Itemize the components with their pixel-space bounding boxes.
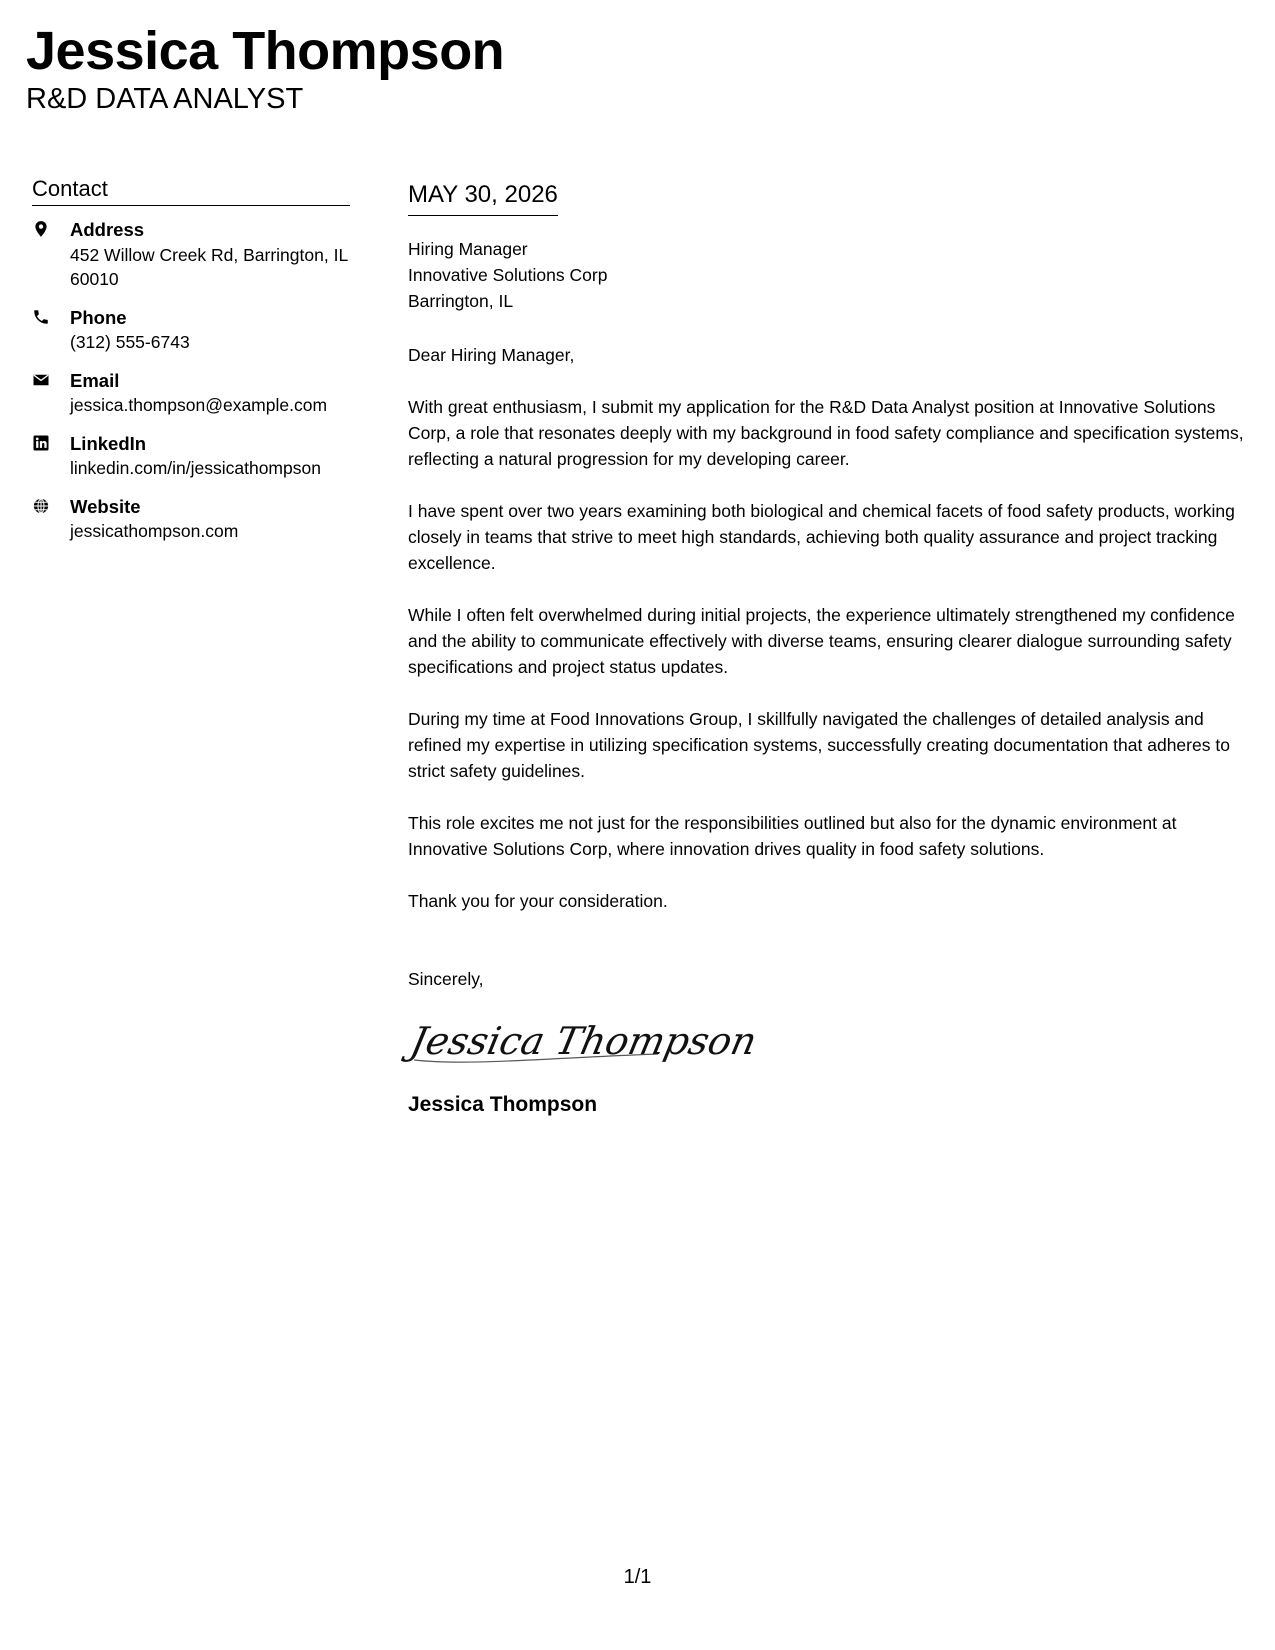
contact-label: LinkedIn bbox=[70, 432, 147, 454]
letter-paragraph: This role excites me not just for the responsibilities outlined but also for the dynamic environment at Innovative Solutions Corp, where innovation drives quality in food safety solutions. bbox=[408, 813, 1177, 859]
salutation: Dear Hiring Manager, bbox=[408, 345, 575, 365]
letter-paragraph: While I often felt overwhelmed during initial projects, the experience ultimately strengthened my confidence and the ability to communicate effectively with diverse teams, ensuring clearer dialogue surrounding safety specifications and project status updates. bbox=[408, 605, 1235, 677]
contact-address bbox=[32, 218, 350, 292]
signed-name: Jessica Thompson bbox=[408, 1093, 598, 1116]
contact-value: 452 Willow Creek Rd, Barrington, IL 60010 bbox=[70, 244, 348, 289]
globe-icon bbox=[32, 495, 70, 517]
handwritten-signature bbox=[408, 1010, 1248, 1074]
signature-script: Jessica Thompson bbox=[406, 1019, 761, 1064]
closing: Sincerely, bbox=[408, 969, 484, 989]
contact-value: linkedin.com/in/jessicathompson bbox=[70, 458, 321, 478]
contact-linkedin bbox=[32, 432, 350, 481]
linkedin-icon bbox=[32, 432, 70, 454]
envelope-icon bbox=[32, 369, 70, 391]
contact-website bbox=[32, 495, 350, 544]
letter-paragraph: With great enthusiasm, I submit my application for the R&D Data Analyst position at Innovative Solutions Corp, a role that resonates deeply with my background in food safety compliance and specification systems, reflecting a natural progression for my developing career. bbox=[408, 397, 1244, 469]
recipient-line: Innovative Solutions Corp bbox=[408, 265, 608, 285]
letter-date: MAY 30, 2026 bbox=[408, 178, 558, 216]
contact-email bbox=[32, 369, 350, 418]
contact-value: jessicathompson.com bbox=[70, 521, 239, 541]
contact-label: Website bbox=[70, 495, 141, 517]
contact-sidebar bbox=[32, 176, 350, 558]
letter-body bbox=[408, 178, 1248, 1118]
contact-heading: Contact bbox=[32, 176, 350, 206]
contact-label: Address bbox=[70, 219, 145, 240]
contact-value: jessica.thompson@example.com bbox=[70, 395, 328, 415]
letter-paragraph: Thank you for your consideration. bbox=[408, 891, 668, 911]
contact-phone bbox=[32, 306, 350, 355]
letter-paragraph: During my time at Food Innovations Group, I skillfully navigated the challenges of detailed analysis and refined my expertise in utilizing specification systems, successfully creating documentation that adheres to strict safety guidelines. bbox=[408, 709, 1230, 781]
page-number: 1/1 bbox=[623, 1566, 652, 1588]
recipient-line: Barrington, IL bbox=[408, 291, 514, 311]
recipient-block bbox=[408, 236, 1248, 314]
contact-label: Phone bbox=[70, 306, 127, 328]
letter-paragraph: I have spent over two years examining both biological and chemical facets of food safety products, working closely in teams that strive to meet high standards, achieving both quality assurance and project tracking excellence. bbox=[408, 501, 1235, 573]
contact-label: Email bbox=[70, 369, 120, 391]
phone-icon bbox=[32, 306, 70, 328]
recipient-line: Hiring Manager bbox=[408, 239, 528, 259]
location-pin-icon bbox=[32, 218, 70, 240]
applicant-name: Jessica Thompson bbox=[26, 21, 505, 81]
contact-value: (312) 555-6743 bbox=[70, 332, 190, 352]
applicant-role: R&D DATA ANALYST bbox=[26, 83, 304, 115]
